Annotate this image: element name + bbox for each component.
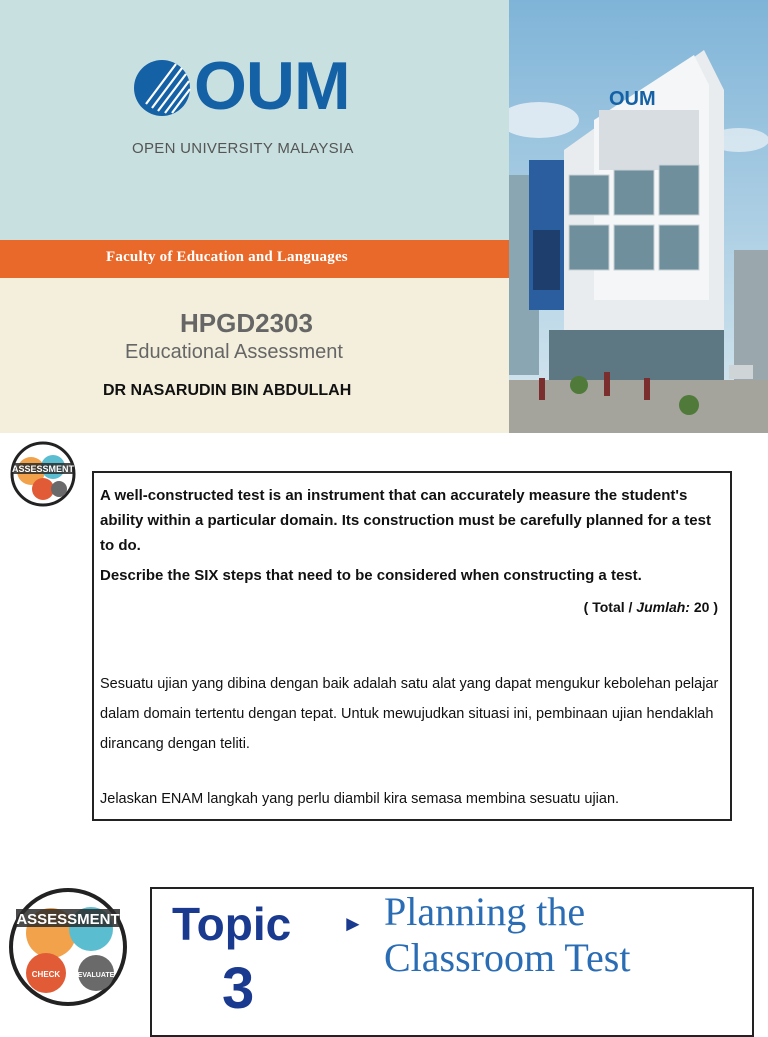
question-english-task: Describe the SIX steps that need to be considered when constructing a test. xyxy=(100,567,642,584)
logo-subtitle: OPEN UNIVERSITY MALAYSIA xyxy=(132,140,354,157)
assessment-check-evaluate-badge-icon xyxy=(6,873,128,1013)
total-italic: Jumlah: xyxy=(636,599,690,615)
lecturer-name: DR NASARUDIN BIN ABDULLAH xyxy=(103,382,352,399)
course-name: Educational Assessment xyxy=(125,341,343,363)
topic-title xyxy=(384,889,630,981)
arrow-right-icon: ► xyxy=(342,911,364,936)
question-total-marks xyxy=(584,599,718,615)
faculty-label: Faculty of Education and Languages xyxy=(106,249,348,265)
course-code: HPGD2303 xyxy=(180,308,313,338)
badge2-label: ASSESSMENT xyxy=(16,911,120,928)
total-suffix: 20 ) xyxy=(689,599,718,615)
topic-number: 3 xyxy=(222,956,255,1021)
question-box xyxy=(92,471,732,821)
campus-building-photo xyxy=(509,0,768,433)
badge2-evaluate: EVALUATE xyxy=(77,972,115,979)
question-english-intro: A well-constructed test is an instrument that can accurately measure the student's ability within a particular domain. Its construction must be carefully planned for a test to do. xyxy=(100,487,711,554)
total-prefix: ( Total / xyxy=(583,599,637,615)
badge2-check: CHECK xyxy=(31,970,61,979)
svg-text:OUM: OUM xyxy=(609,88,656,110)
topic-title-box xyxy=(150,887,754,1037)
topic-word: Topic xyxy=(172,898,292,950)
assessment-badge-icon xyxy=(7,441,79,507)
logo-wordmark: OUM xyxy=(194,48,350,124)
badge-label: ASSESSMENT xyxy=(11,464,75,474)
topic-title-line-1: Planning the xyxy=(384,889,586,934)
title-slide xyxy=(0,0,768,433)
topic-title-line-2: Classroom Test xyxy=(384,935,631,980)
question-malay-task: Jelaskan ENAM langkah yang perlu diambil kira semasa membina sesuatu ujian. xyxy=(100,791,620,807)
question-malay-intro: Sesuatu ujian yang dibina dengan baik adalah satu alat yang dapat mengukur kebolehan pelajar dalam domain tertentu dengan tepat. Untuk mewujudkan situasi ini, pembinaan ujian hendaklah dirancang dengan teliti. xyxy=(100,676,719,752)
